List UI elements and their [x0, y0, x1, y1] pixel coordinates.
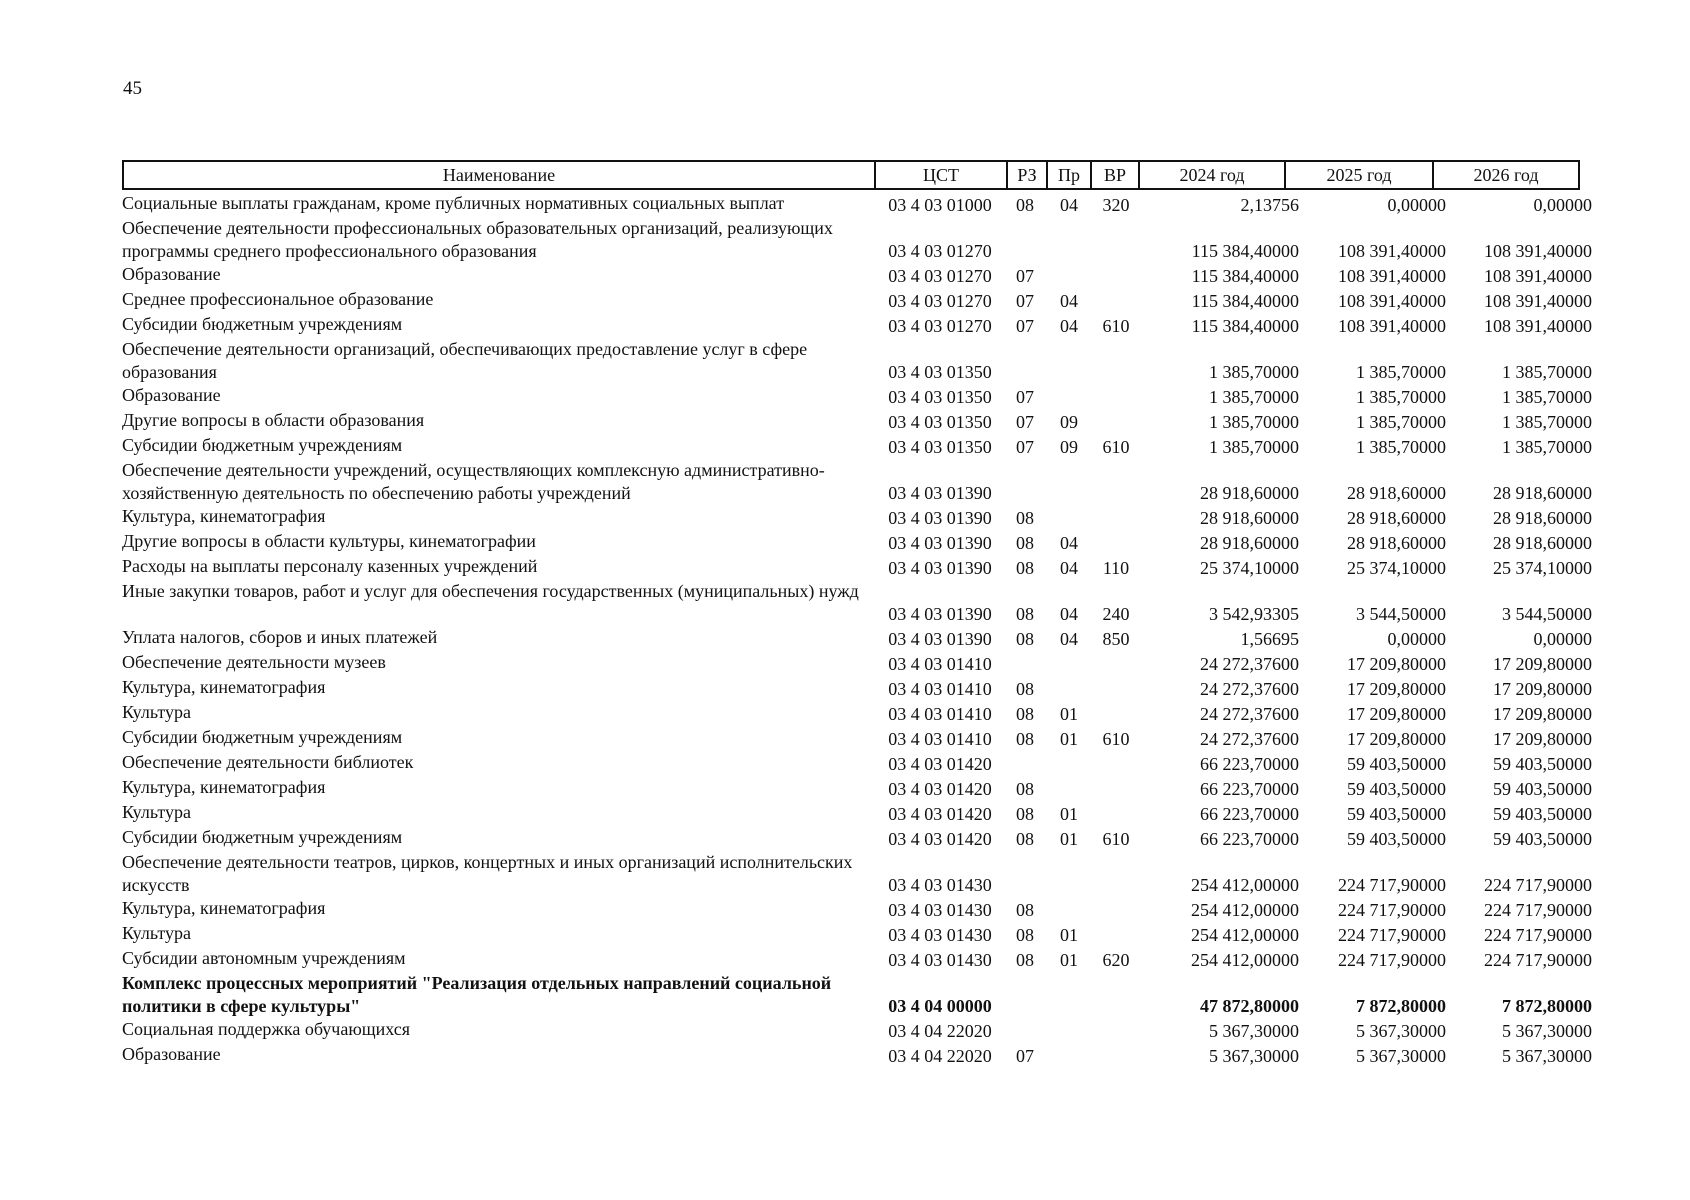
cst-cell: 03 4 03 01390: [888, 533, 992, 553]
amount-2026-cell: 1 385,70000: [1502, 437, 1592, 457]
rz-cell: 08: [1016, 900, 1034, 920]
table-row: [122, 801, 1592, 826]
amount-2024-cell: 254 412,00000: [1191, 925, 1299, 945]
amount-2026-cell: 59 403,50000: [1493, 829, 1592, 849]
pr-cell: 04: [1060, 629, 1078, 649]
name-cell: Субсидии бюджетным учреждениям: [122, 314, 403, 334]
rz-cell: 08: [1016, 829, 1034, 849]
pr-cell: 04: [1060, 195, 1078, 215]
amount-2024-cell: 5 367,30000: [1209, 1046, 1299, 1066]
amount-2025-cell: 1 385,70000: [1356, 412, 1446, 432]
name-cell: Субсидии бюджетным учреждениям: [122, 435, 403, 455]
rz-cell: 08: [1016, 804, 1034, 824]
rz-cell: 08: [1016, 950, 1034, 970]
amount-2026-cell: 3 544,50000: [1502, 604, 1592, 624]
name-cell: Обеспечение деятельности музеев: [122, 652, 386, 672]
amount-2024-cell: 24 272,37600: [1200, 654, 1299, 674]
name-cell: Другие вопросы в области культуры, кинематографии: [122, 531, 536, 551]
cst-cell: 03 4 03 01350: [888, 387, 992, 407]
amount-2024-cell: 1,56695: [1240, 629, 1299, 649]
amount-2025-cell: 17 209,80000: [1347, 679, 1446, 699]
rz-cell: 07: [1016, 316, 1034, 336]
amount-2024-cell: 24 272,37600: [1200, 704, 1299, 724]
name-cell: Образование: [122, 385, 221, 405]
amount-2024-cell: 115 384,40000: [1191, 241, 1299, 261]
rz-cell: 08: [1016, 679, 1034, 699]
cst-cell: 03 4 03 01390: [888, 558, 992, 578]
name-cell: Расходы на выплаты персоналу казенных учреждений: [122, 556, 538, 576]
name-cell: Субсидии бюджетным учреждениям: [122, 827, 403, 847]
pr-cell: 01: [1060, 950, 1078, 970]
amount-2025-cell: 224 717,90000: [1338, 950, 1446, 970]
cst-cell: 03 4 03 01430: [888, 950, 992, 970]
name-cell: Обеспечение деятельности профессиональных образовательных организаций, реализующих программы среднего профессионального образования: [122, 218, 833, 261]
vr-cell: 110: [1102, 558, 1130, 578]
cst-cell: 03 4 03 01410: [888, 654, 992, 674]
cst-cell: 03 4 03 01390: [888, 604, 992, 624]
header-2026: 2026 год: [1433, 161, 1579, 189]
amount-2026-cell: 28 918,60000: [1493, 508, 1592, 528]
name-cell: Комплекс процессных мероприятий "Реализация отдельных направлений социальной политики в сфере культуры": [122, 973, 832, 1016]
table-row: [122, 922, 1592, 947]
amount-2025-cell: 59 403,50000: [1347, 829, 1446, 849]
rz-cell: 07: [1016, 1046, 1034, 1066]
cst-cell: 03 4 03 01270: [888, 291, 992, 311]
table-row: [122, 1018, 1592, 1043]
cst-cell: 03 4 03 01390: [888, 508, 992, 528]
vr-cell: 610: [1102, 437, 1130, 457]
table-row: [122, 626, 1592, 651]
amount-2026-cell: 7 872,80000: [1502, 996, 1592, 1016]
name-cell: Социальные выплаты гражданам, кроме публичных нормативных социальных выплат: [122, 193, 785, 213]
amount-2025-cell: 17 209,80000: [1347, 654, 1446, 674]
amount-2024-cell: 28 918,60000: [1200, 508, 1299, 528]
pr-cell: 04: [1060, 604, 1078, 624]
pr-cell: 01: [1060, 729, 1078, 749]
amount-2025-cell: 25 374,10000: [1347, 558, 1446, 578]
name-cell: Иные закупки товаров, работ и услуг для обеспечения государственных (муниципальных) нужд: [122, 581, 859, 601]
cst-cell: 03 4 03 01390: [888, 483, 992, 503]
name-cell: Социальная поддержка обучающихся: [122, 1019, 411, 1039]
cst-cell: 03 4 03 01430: [888, 875, 992, 895]
table-row: [122, 288, 1592, 313]
table-row: [122, 972, 1592, 1018]
header-name: Наименование: [123, 161, 875, 189]
amount-2026-cell: 108 391,40000: [1484, 316, 1592, 336]
table-row: [122, 192, 1592, 217]
table-row: [122, 505, 1592, 530]
amount-2024-cell: 66 223,70000: [1200, 779, 1299, 799]
amount-2026-cell: 108 391,40000: [1484, 266, 1592, 286]
amount-2026-cell: 17 209,80000: [1493, 654, 1592, 674]
name-cell: Образование: [122, 264, 221, 284]
amount-2025-cell: 59 403,50000: [1347, 804, 1446, 824]
amount-2024-cell: 28 918,60000: [1200, 533, 1299, 553]
cst-cell: 03 4 03 01270: [888, 241, 992, 261]
amount-2024-cell: 254 412,00000: [1191, 900, 1299, 920]
table-row: [122, 409, 1592, 434]
amount-2025-cell: 5 367,30000: [1356, 1021, 1446, 1041]
pr-cell: 01: [1060, 925, 1078, 945]
rz-cell: 08: [1016, 558, 1034, 578]
cst-cell: 03 4 04 22020: [888, 1046, 992, 1066]
amount-2024-cell: 2,13756: [1240, 195, 1299, 215]
amount-2025-cell: 17 209,80000: [1347, 704, 1446, 724]
amount-2024-cell: 115 384,40000: [1191, 266, 1299, 286]
amount-2025-cell: 224 717,90000: [1338, 900, 1446, 920]
table-body: [122, 192, 1592, 1068]
amount-2024-cell: 1 385,70000: [1209, 387, 1299, 407]
amount-2024-cell: 24 272,37600: [1200, 679, 1299, 699]
rz-cell: 07: [1016, 266, 1034, 286]
amount-2026-cell: 25 374,10000: [1493, 558, 1592, 578]
header-rz: РЗ: [1007, 161, 1047, 189]
rz-cell: 08: [1016, 704, 1034, 724]
rz-cell: 08: [1016, 925, 1034, 945]
amount-2024-cell: 66 223,70000: [1200, 754, 1299, 774]
amount-2026-cell: 0,00000: [1533, 629, 1592, 649]
vr-cell: 610: [1102, 316, 1130, 336]
cst-cell: 03 4 03 01000: [888, 195, 992, 215]
name-cell: Субсидии бюджетным учреждениям: [122, 727, 403, 747]
table-row: [122, 751, 1592, 776]
amount-2025-cell: 1 385,70000: [1356, 387, 1446, 407]
table-row: [122, 384, 1592, 409]
cst-cell: 03 4 03 01270: [888, 316, 992, 336]
header-vr: ВР: [1091, 161, 1139, 189]
cst-cell: 03 4 03 01390: [888, 629, 992, 649]
amount-2026-cell: 1 385,70000: [1502, 412, 1592, 432]
name-cell: Субсидии автономным учреждениям: [122, 948, 406, 968]
amount-2024-cell: 115 384,40000: [1191, 316, 1299, 336]
amount-2025-cell: 224 717,90000: [1338, 925, 1446, 945]
amount-2024-cell: 24 272,37600: [1200, 729, 1299, 749]
amount-2026-cell: 17 209,80000: [1493, 679, 1592, 699]
name-cell: Обеспечение деятельности театров, цирков, концертных и иных организаций исполнительских искусств: [122, 852, 853, 895]
amount-2025-cell: 28 918,60000: [1347, 483, 1446, 503]
table-row: [122, 580, 1592, 626]
cst-cell: 03 4 03 01420: [888, 754, 992, 774]
amount-2024-cell: 1 385,70000: [1209, 362, 1299, 382]
amount-2024-cell: 28 918,60000: [1200, 483, 1299, 503]
name-cell: Обеспечение деятельности организаций, обеспечивающих предоставление услуг в сфере образования: [122, 339, 808, 382]
table-row: [122, 851, 1592, 897]
cst-cell: 03 4 03 01270: [888, 266, 992, 286]
name-cell: Среднее профессиональное образование: [122, 289, 434, 309]
amount-2025-cell: 108 391,40000: [1338, 241, 1446, 261]
name-cell: Культура: [122, 702, 191, 722]
vr-cell: 320: [1102, 195, 1130, 215]
amount-2024-cell: 25 374,10000: [1200, 558, 1299, 578]
amount-2025-cell: 3 544,50000: [1356, 604, 1446, 624]
rz-cell: 08: [1016, 629, 1034, 649]
name-cell: Обеспечение деятельности библиотек: [122, 752, 414, 772]
name-cell: Культура, кинематография: [122, 677, 326, 697]
name-cell: Уплата налогов, сборов и иных платежей: [122, 627, 438, 647]
pr-cell: 04: [1060, 316, 1078, 336]
name-cell: Обеспечение деятельности учреждений, осуществляющих комплексную административно-хозяйственную деятельность по обеспечению работы учреждений: [122, 460, 825, 503]
amount-2025-cell: 7 872,80000: [1356, 996, 1446, 1016]
pr-cell: 04: [1060, 291, 1078, 311]
table-row: [122, 434, 1592, 459]
name-cell: Культура: [122, 923, 191, 943]
amount-2026-cell: 59 403,50000: [1493, 779, 1592, 799]
amount-2025-cell: 59 403,50000: [1347, 754, 1446, 774]
table-row: [122, 897, 1592, 922]
amount-2024-cell: 115 384,40000: [1191, 291, 1299, 311]
table-row: [122, 338, 1592, 384]
name-cell: Другие вопросы в области образования: [122, 410, 425, 430]
table-row: [122, 555, 1592, 580]
table-row: [122, 676, 1592, 701]
table-row: [122, 313, 1592, 338]
vr-cell: 850: [1102, 629, 1130, 649]
amount-2025-cell: 28 918,60000: [1347, 508, 1446, 528]
amount-2025-cell: 108 391,40000: [1338, 316, 1446, 336]
amount-2026-cell: 59 403,50000: [1493, 804, 1592, 824]
table-row: [122, 651, 1592, 676]
cst-cell: 03 4 03 01410: [888, 729, 992, 749]
amount-2025-cell: 59 403,50000: [1347, 779, 1446, 799]
amount-2025-cell: 1 385,70000: [1356, 437, 1446, 457]
rz-cell: 07: [1016, 437, 1034, 457]
pr-cell: 01: [1060, 704, 1078, 724]
amount-2024-cell: 66 223,70000: [1200, 804, 1299, 824]
header-2024: 2024 год: [1139, 161, 1285, 189]
table-row: [122, 826, 1592, 851]
amount-2026-cell: 59 403,50000: [1493, 754, 1592, 774]
rz-cell: 07: [1016, 291, 1034, 311]
header-cst: ЦСТ: [875, 161, 1007, 189]
cst-cell: 03 4 03 01350: [888, 412, 992, 432]
cst-cell: 03 4 04 22020: [888, 1021, 992, 1041]
amount-2026-cell: 0,00000: [1533, 195, 1592, 215]
pr-cell: 04: [1060, 533, 1078, 553]
rz-cell: 08: [1016, 604, 1034, 624]
rz-cell: 08: [1016, 195, 1034, 215]
rz-cell: 07: [1016, 387, 1034, 407]
amount-2026-cell: 28 918,60000: [1493, 483, 1592, 503]
cst-cell: 03 4 03 01430: [888, 900, 992, 920]
page-number: 45: [123, 78, 142, 99]
amount-2026-cell: 224 717,90000: [1484, 900, 1592, 920]
amount-2026-cell: 224 717,90000: [1484, 950, 1592, 970]
amount-2024-cell: 66 223,70000: [1200, 829, 1299, 849]
amount-2026-cell: 1 385,70000: [1502, 362, 1592, 382]
cst-cell: 03 4 03 01420: [888, 779, 992, 799]
table-row: [122, 530, 1592, 555]
amount-2024-cell: 47 872,80000: [1200, 996, 1299, 1016]
pr-cell: 04: [1060, 558, 1078, 578]
header-2025: 2025 год: [1285, 161, 1433, 189]
name-cell: Культура, кинематография: [122, 777, 326, 797]
amount-2025-cell: 224 717,90000: [1338, 875, 1446, 895]
table-row: [122, 726, 1592, 751]
rz-cell: 08: [1016, 779, 1034, 799]
table-row: [122, 701, 1592, 726]
table-row: [122, 1043, 1592, 1068]
cst-cell: 03 4 04 00000: [888, 996, 992, 1016]
rz-cell: 07: [1016, 412, 1034, 432]
amount-2025-cell: 108 391,40000: [1338, 266, 1446, 286]
amount-2025-cell: 5 367,30000: [1356, 1046, 1446, 1066]
amount-2026-cell: 108 391,40000: [1484, 291, 1592, 311]
amount-2026-cell: 5 367,30000: [1502, 1021, 1592, 1041]
amount-2025-cell: 17 209,80000: [1347, 729, 1446, 749]
table-row: [122, 776, 1592, 801]
amount-2026-cell: 224 717,90000: [1484, 875, 1592, 895]
amount-2024-cell: 3 542,93305: [1209, 604, 1299, 624]
table-row: [122, 217, 1592, 263]
amount-2025-cell: 28 918,60000: [1347, 533, 1446, 553]
vr-cell: 610: [1102, 729, 1130, 749]
vr-cell: 610: [1102, 829, 1130, 849]
table-row: [122, 947, 1592, 972]
table-row: [122, 263, 1592, 288]
pr-cell: 01: [1060, 829, 1078, 849]
rz-cell: 08: [1016, 508, 1034, 528]
name-cell: Культура: [122, 802, 191, 822]
amount-2026-cell: 108 391,40000: [1484, 241, 1592, 261]
rz-cell: 08: [1016, 533, 1034, 553]
amount-2024-cell: 1 385,70000: [1209, 437, 1299, 457]
amount-2026-cell: 28 918,60000: [1493, 533, 1592, 553]
header-pr: Пр: [1047, 161, 1091, 189]
cst-cell: 03 4 03 01350: [888, 437, 992, 457]
amount-2025-cell: 0,00000: [1387, 629, 1446, 649]
rz-cell: 08: [1016, 729, 1034, 749]
vr-cell: 240: [1102, 604, 1130, 624]
table-row: [122, 459, 1592, 505]
vr-cell: 620: [1102, 950, 1130, 970]
amount-2026-cell: 17 209,80000: [1493, 729, 1592, 749]
amount-2025-cell: 108 391,40000: [1338, 291, 1446, 311]
amount-2024-cell: 254 412,00000: [1191, 950, 1299, 970]
table-header: [122, 160, 1580, 190]
amount-2026-cell: 224 717,90000: [1484, 925, 1592, 945]
amount-2024-cell: 254 412,00000: [1191, 875, 1299, 895]
amount-2026-cell: 1 385,70000: [1502, 387, 1592, 407]
pr-cell: 01: [1060, 804, 1078, 824]
amount-2024-cell: 5 367,30000: [1209, 1021, 1299, 1041]
cst-cell: 03 4 03 01430: [888, 925, 992, 945]
cst-cell: 03 4 03 01410: [888, 679, 992, 699]
name-cell: Культура, кинематография: [122, 506, 326, 526]
amount-2025-cell: 1 385,70000: [1356, 362, 1446, 382]
pr-cell: 09: [1060, 412, 1078, 432]
amount-2026-cell: 17 209,80000: [1493, 704, 1592, 724]
cst-cell: 03 4 03 01420: [888, 804, 992, 824]
cst-cell: 03 4 03 01420: [888, 829, 992, 849]
cst-cell: 03 4 03 01410: [888, 704, 992, 724]
amount-2024-cell: 1 385,70000: [1209, 412, 1299, 432]
amount-2026-cell: 5 367,30000: [1502, 1046, 1592, 1066]
amount-2025-cell: 0,00000: [1387, 195, 1446, 215]
cst-cell: 03 4 03 01350: [888, 362, 992, 382]
pr-cell: 09: [1060, 437, 1078, 457]
name-cell: Образование: [122, 1044, 221, 1064]
name-cell: Культура, кинематография: [122, 898, 326, 918]
